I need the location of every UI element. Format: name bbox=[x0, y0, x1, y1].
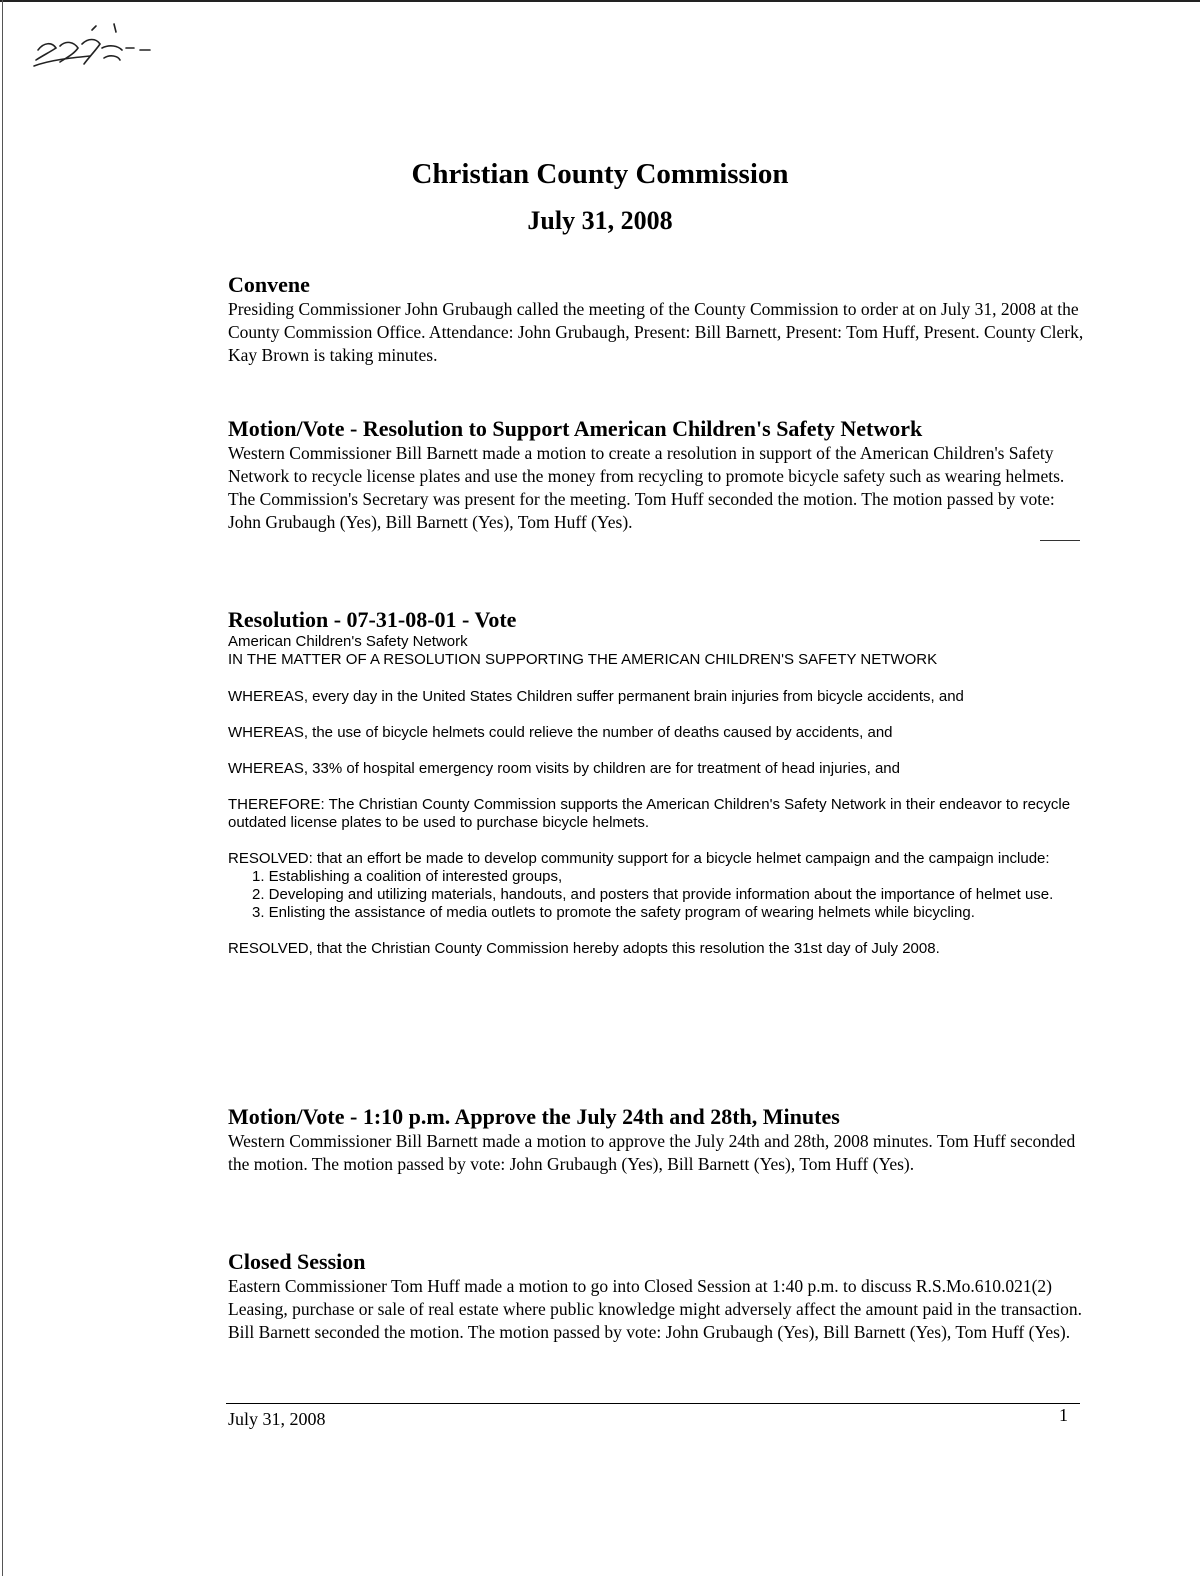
list-item: 1. Establishing a coalition of interested groups, bbox=[252, 868, 563, 885]
document-date: July 31, 2008 bbox=[527, 206, 673, 235]
section-heading: Motion/Vote - Resolution to Support American Children's Safety Network bbox=[228, 416, 923, 441]
section-closed-session bbox=[228, 1249, 1088, 1344]
section-body: Western Commissioner Bill Barnett made a motion to create a resolution in support of the American Children's Safety Network to recycle license plates and use the money from recycling to promote bicycle safety such as wearing helmets. The Commission's Secretary was present for the meeting. Tom Huff seconded the motion. The motion passed by vote: John Grubaugh (Yes), Bill Barnett (Yes), Tom Huff (Yes). bbox=[228, 443, 1065, 532]
page-number: 1 bbox=[1059, 1405, 1068, 1425]
resolution-matter: IN THE MATTER OF A RESOLUTION SUPPORTING THE AMERICAN CHILDREN'S SAFETY NETWORK bbox=[228, 651, 938, 668]
footer-date: July 31, 2008 bbox=[228, 1409, 326, 1429]
section-body: Western Commissioner Bill Barnett made a motion to approve the July 24th and 28th, 2008 minutes. Tom Huff seconded the motion. The motion passed by vote: John Grubaugh (Yes), Bill Barnett (Yes), Tom Huff (Yes). bbox=[228, 1131, 1076, 1174]
section-body: Eastern Commissioner Tom Huff made a motion to go into Closed Session at 1:40 p.m. to discuss R.S.Mo.610.021(2) Leasing, purchase or sale of real estate where public knowledge might adversely affect the amount paid in the transaction. Bill Barnett seconded the motion. The motion passed by vote: John Grubaugh (Yes), Bill Barnett (Yes), Tom Huff (Yes). bbox=[228, 1276, 1082, 1342]
scan-left-edge bbox=[2, 0, 3, 1576]
document-title: Christian County Commission bbox=[411, 158, 789, 190]
section-convene bbox=[228, 272, 1088, 367]
footer-rule bbox=[226, 1403, 1080, 1404]
whereas-2: WHEREAS, the use of bicycle helmets could relieve the number of deaths caused by accidents, and bbox=[228, 724, 893, 741]
list-item: 3. Enlisting the assistance of media outlets to promote the safety program of wearing helmets while bicycling. bbox=[252, 904, 975, 921]
resolved-clause-2: RESOLVED, that the Christian County Commission hereby adopts this resolution the 31st day of July 2008. bbox=[228, 940, 940, 957]
section-body: Presiding Commissioner John Grubaugh called the meeting of the County Commission to order at on July 31, 2008 at the County Commission Office. Attendance: John Grubaugh, Present: Bill Barnett, Present: Tom Huff, Present. County Clerk, Kay Brown is taking minutes. bbox=[228, 299, 1084, 365]
section-heading: Closed Session bbox=[228, 1249, 366, 1274]
section-heading: Resolution - 07-31-08-01 - Vote bbox=[228, 607, 517, 632]
whereas-3: WHEREAS, 33% of hospital emergency room visits by children are for treatment of head injuries, and bbox=[228, 760, 900, 777]
handwritten-initials bbox=[30, 20, 180, 80]
whereas-1: WHEREAS, every day in the United States Children suffer permanent brain injuries from bicycle accidents, and bbox=[228, 688, 964, 705]
list-item: 2. Developing and utilizing materials, handouts, and posters that provide information about the importance of helmet use. bbox=[252, 886, 1054, 903]
stray-pen-mark bbox=[1040, 540, 1080, 541]
section-resolution bbox=[228, 607, 1088, 958]
scan-top-border bbox=[0, 0, 1200, 2]
section-heading: Convene bbox=[228, 272, 310, 297]
section-heading: Motion/Vote - 1:10 p.m. Approve the July 24th and 28th, Minutes bbox=[228, 1104, 840, 1129]
therefore-clause: THEREFORE: The Christian County Commission supports the American Children's Safety Network in their endeavor to recycle outdated license plates to be used to purchase bicycle helmets. bbox=[228, 796, 1071, 831]
section-motion-acsn bbox=[228, 416, 1088, 534]
section-motion-minutes bbox=[228, 1104, 1088, 1176]
resolved-clause-1: RESOLVED: that an effort be made to develop community support for a bicycle helmet campaign and the campaign include: bbox=[228, 850, 1050, 867]
resolution-subtitle: American Children's Safety Network bbox=[228, 633, 468, 650]
